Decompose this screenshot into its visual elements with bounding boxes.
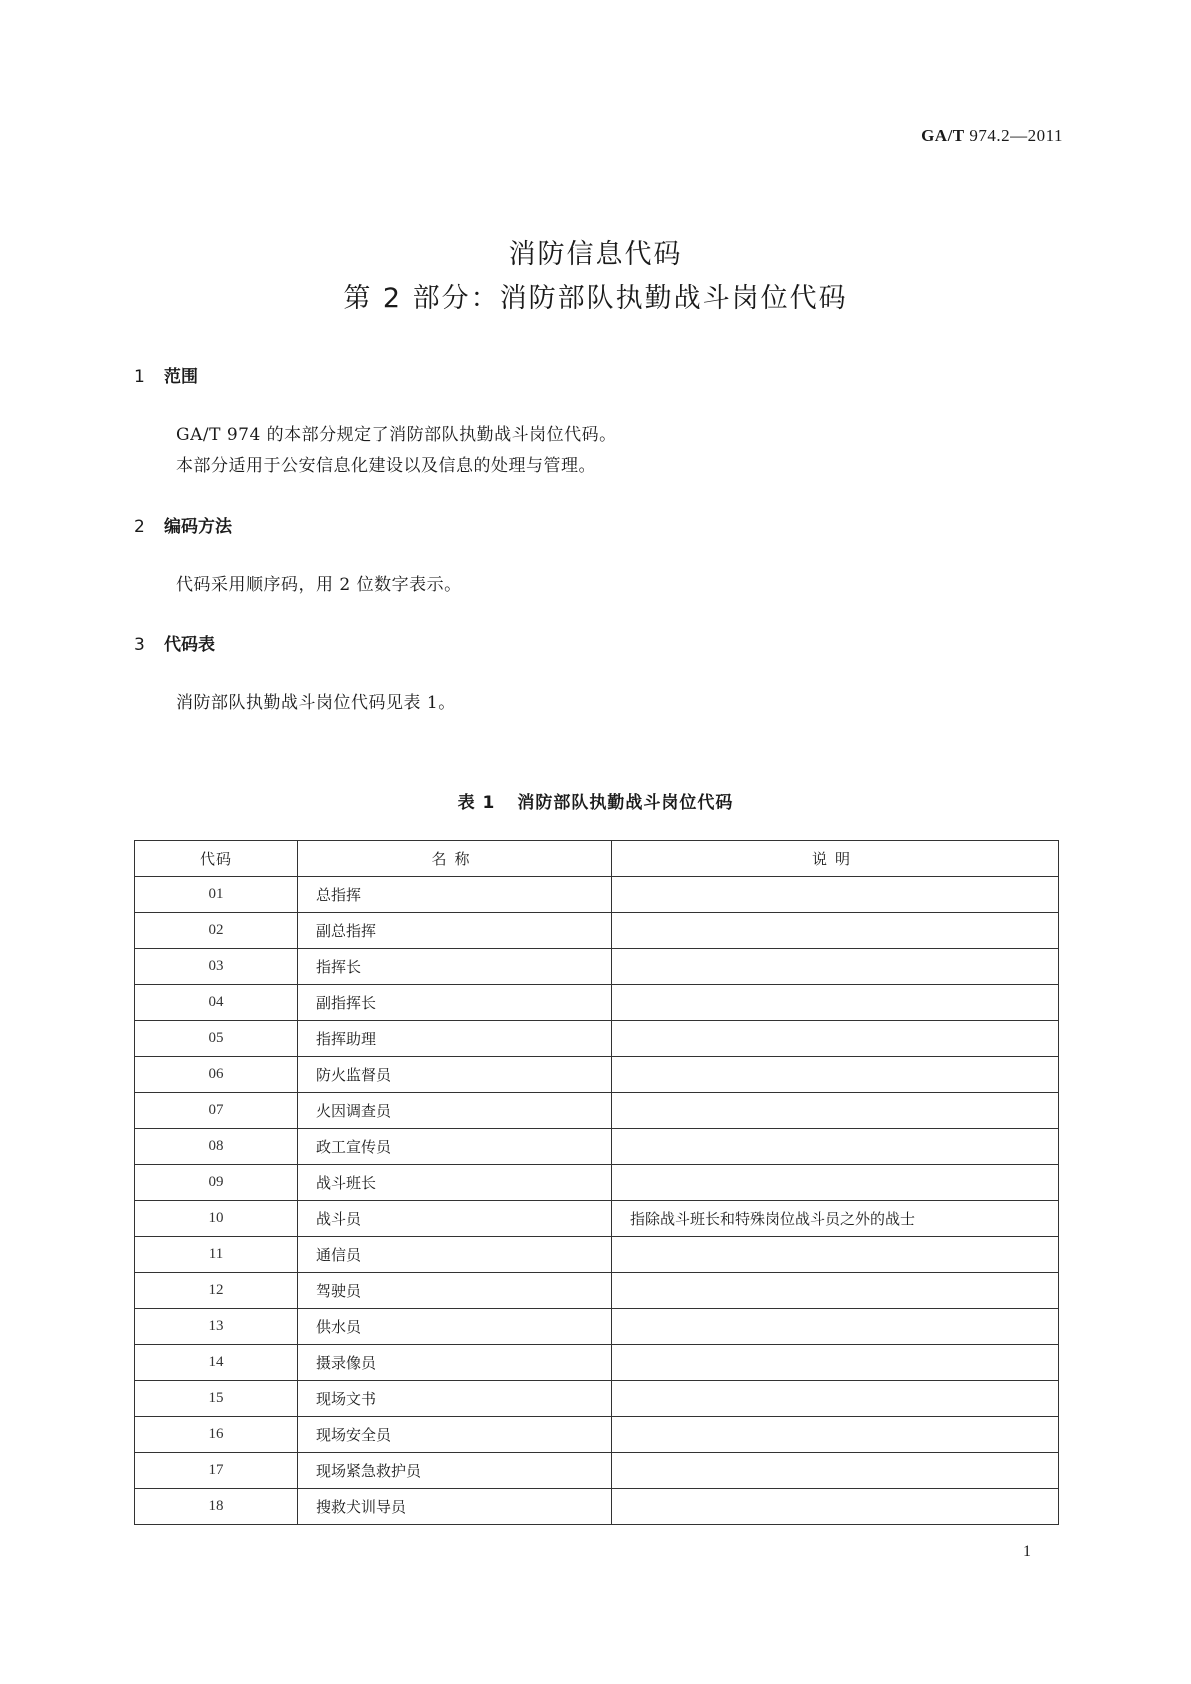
cell-name: 政工宣传员 xyxy=(298,1129,612,1165)
code-table xyxy=(134,840,1059,1525)
cell-note xyxy=(612,1381,1059,1417)
cell-code: 13 xyxy=(135,1309,298,1345)
document-subtitle: 第 2 部分：消防部队执勤战斗岗位代码 xyxy=(343,283,848,314)
cell-code: 04 xyxy=(135,985,298,1021)
cell-note xyxy=(612,1237,1059,1273)
cell-note xyxy=(612,1021,1059,1057)
table-row xyxy=(135,1417,1059,1453)
cell-name: 驾驶员 xyxy=(298,1273,612,1309)
cell-code: 01 xyxy=(135,877,298,913)
cell-code: 14 xyxy=(135,1345,298,1381)
table-row xyxy=(135,877,1059,913)
cell-note xyxy=(612,1345,1059,1381)
table-row xyxy=(135,1129,1059,1165)
cell-code: 08 xyxy=(135,1129,298,1165)
cell-code: 02 xyxy=(135,913,298,949)
cell-note xyxy=(612,877,1059,913)
cell-code: 09 xyxy=(135,1165,298,1201)
cell-note: 指除战斗班长和特殊岗位战斗员之外的战士 xyxy=(612,1201,1059,1237)
cell-name: 现场紧急救护员 xyxy=(298,1453,612,1489)
section-2-paragraph-1: 代码采用顺序码，用 2 位数字表示。 xyxy=(176,575,462,595)
cell-note xyxy=(612,1129,1059,1165)
cell-name: 摄录像员 xyxy=(298,1345,612,1381)
section-2-title: 编码方法 xyxy=(164,517,232,537)
cell-code: 06 xyxy=(135,1057,298,1093)
table-row xyxy=(135,1309,1059,1345)
cell-note xyxy=(612,1453,1059,1489)
cell-code: 15 xyxy=(135,1381,298,1417)
table-row xyxy=(135,949,1059,985)
cell-code: 17 xyxy=(135,1453,298,1489)
cell-name: 指挥长 xyxy=(298,949,612,985)
header-code: 代码 xyxy=(135,841,298,877)
cell-code: 18 xyxy=(135,1489,298,1525)
table-row xyxy=(135,1093,1059,1129)
table-row xyxy=(135,1237,1059,1273)
table-row xyxy=(135,1381,1059,1417)
cell-note xyxy=(612,1309,1059,1345)
section-1-paragraph-1: GA/T 974 的本部分规定了消防部队执勤战斗岗位代码。 xyxy=(176,425,617,445)
table-caption xyxy=(0,788,1191,813)
section-3-paragraph-1: 消防部队执勤战斗岗位代码见表 1。 xyxy=(176,693,456,713)
table-row xyxy=(135,1057,1059,1093)
section-3-heading xyxy=(134,630,215,655)
section-3-number: 3 xyxy=(134,635,145,655)
table-caption-title: 消防部队执勤战斗岗位代码 xyxy=(517,793,734,813)
cell-code: 05 xyxy=(135,1021,298,1057)
table-row xyxy=(135,985,1059,1021)
cell-note xyxy=(612,985,1059,1021)
cell-name: 战斗班长 xyxy=(298,1165,612,1201)
table-row xyxy=(135,1489,1059,1525)
standard-prefix: GA/T xyxy=(921,126,965,145)
cell-name: 现场安全员 xyxy=(298,1417,612,1453)
cell-name: 火因调查员 xyxy=(298,1093,612,1129)
cell-note xyxy=(612,949,1059,985)
cell-name: 战斗员 xyxy=(298,1201,612,1237)
cell-name: 副总指挥 xyxy=(298,913,612,949)
cell-name: 副指挥长 xyxy=(298,985,612,1021)
cell-code: 12 xyxy=(135,1273,298,1309)
table-row xyxy=(135,913,1059,949)
cell-note xyxy=(612,1273,1059,1309)
cell-name: 指挥助理 xyxy=(298,1021,612,1057)
standard-number xyxy=(921,126,1063,146)
cell-code: 10 xyxy=(135,1201,298,1237)
table-caption-number: 表 1 xyxy=(457,793,496,813)
cell-name: 供水员 xyxy=(298,1309,612,1345)
table-row xyxy=(135,1165,1059,1201)
cell-code: 11 xyxy=(135,1237,298,1273)
cell-name: 总指挥 xyxy=(298,877,612,913)
document-title: 消防信息代码 xyxy=(508,239,683,270)
section-3-title: 代码表 xyxy=(164,635,215,655)
cell-note xyxy=(612,1165,1059,1201)
cell-name: 现场文书 xyxy=(298,1381,612,1417)
section-2-number: 2 xyxy=(134,517,145,537)
section-1-paragraph-2: 本部分适用于公安信息化建设以及信息的处理与管理。 xyxy=(176,456,596,476)
header-note: 说明 xyxy=(612,841,1059,877)
cell-note xyxy=(612,1057,1059,1093)
cell-note xyxy=(612,913,1059,949)
table-row xyxy=(135,1345,1059,1381)
section-1-heading xyxy=(134,362,198,387)
cell-note xyxy=(612,1093,1059,1129)
table-row xyxy=(135,1201,1059,1237)
cell-name: 搜救犬训导员 xyxy=(298,1489,612,1525)
cell-code: 16 xyxy=(135,1417,298,1453)
table-row xyxy=(135,1273,1059,1309)
table-header-row xyxy=(135,841,1059,877)
header-name: 名称 xyxy=(298,841,612,877)
cell-code: 07 xyxy=(135,1093,298,1129)
table-row xyxy=(135,1021,1059,1057)
table-row xyxy=(135,1453,1059,1489)
cell-name: 通信员 xyxy=(298,1237,612,1273)
section-1-number: 1 xyxy=(134,367,145,387)
section-1-title: 范围 xyxy=(164,367,198,387)
cell-note xyxy=(612,1417,1059,1453)
cell-name: 防火监督员 xyxy=(298,1057,612,1093)
standard-code: 974.2—2011 xyxy=(969,126,1063,145)
page-number: 1 xyxy=(1023,1543,1031,1560)
section-2-heading xyxy=(134,512,232,537)
cell-code: 03 xyxy=(135,949,298,985)
cell-note xyxy=(612,1489,1059,1525)
